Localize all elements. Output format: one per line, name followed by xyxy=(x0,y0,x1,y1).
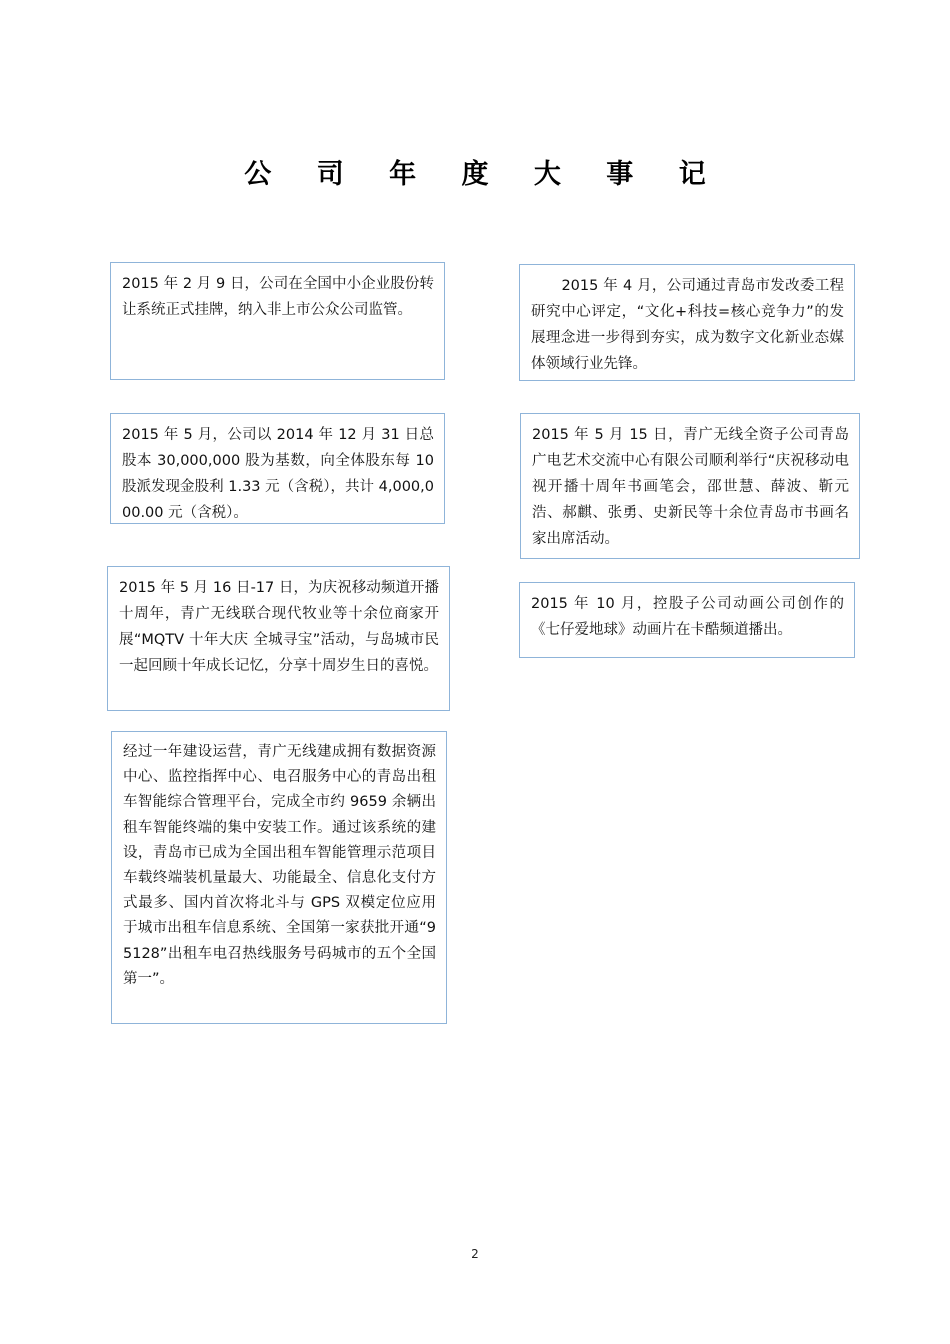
event-box-listing: 2015 年 2 月 9 日，公司在全国中小企业股份转让系统正式挂牌，纳入非上市公众公司监管。 xyxy=(110,262,445,380)
event-box-engineering-center: 2015 年 4 月，公司通过青岛市发改委工程研究中心评定，“文化+科技=核心竞争力”的发展理念进一步得到夯实，成为数字文化新业态媒体领域行业先锋。 xyxy=(519,264,855,381)
event-box-taxi-platform: 经过一年建设运营，青广无线建成拥有数据资源中心、监控指挥中心、电召服务中心的青岛出租车智能综合管理平台，完成全市约 9659 余辆出租车智能终端的集中安装工作。通过该系统的建设，青岛市已成为全国出租车智能管理示范项目车载终端装机量最大、功能最全、信息化支付方式最多、国内首次将北斗与 GPS 双模定位应用于城市出租车信息系统、全国第一家获批开通“95128”出租车电召热线服务号码城市的五个全国第一”。 xyxy=(111,731,447,1024)
page-number: 2 xyxy=(471,1247,479,1261)
event-box-anniversary: 2015 年 5 月 16 日-17 日，为庆祝移动频道开播十周年，青广无线联合现代牧业等十余位商家开展“MQTV 十年大庆 全城寻宝”活动，与岛城市民一起回顾十年成长记忆，分享十周岁生日的喜悦。 xyxy=(107,566,450,711)
event-box-dividend: 2015 年 5 月，公司以 2014 年 12 月 31 日总股本 30,000,000 股为基数，向全体股东每 10 股派发现金股利 1.33 元（含税），共计 4,000,000.00 元（含税）。 xyxy=(110,413,445,524)
event-box-art-exchange: 2015 年 5 月 15 日，青广无线全资子公司青岛广电艺术交流中心有限公司顺利举行“庆祝移动电视开播十周年书画笔会，邵世慧、薛波、靳元浩、郝麒、张勇、史新民等十余位青岛市书画名家出席活动。 xyxy=(520,413,860,559)
page-title: 公 司 年 度 大 事 记 xyxy=(244,159,724,190)
event-box-animation: 2015 年 10 月，控股子公司动画公司创作的《七仔爱地球》动画片在卡酷频道播出。 xyxy=(519,582,855,658)
